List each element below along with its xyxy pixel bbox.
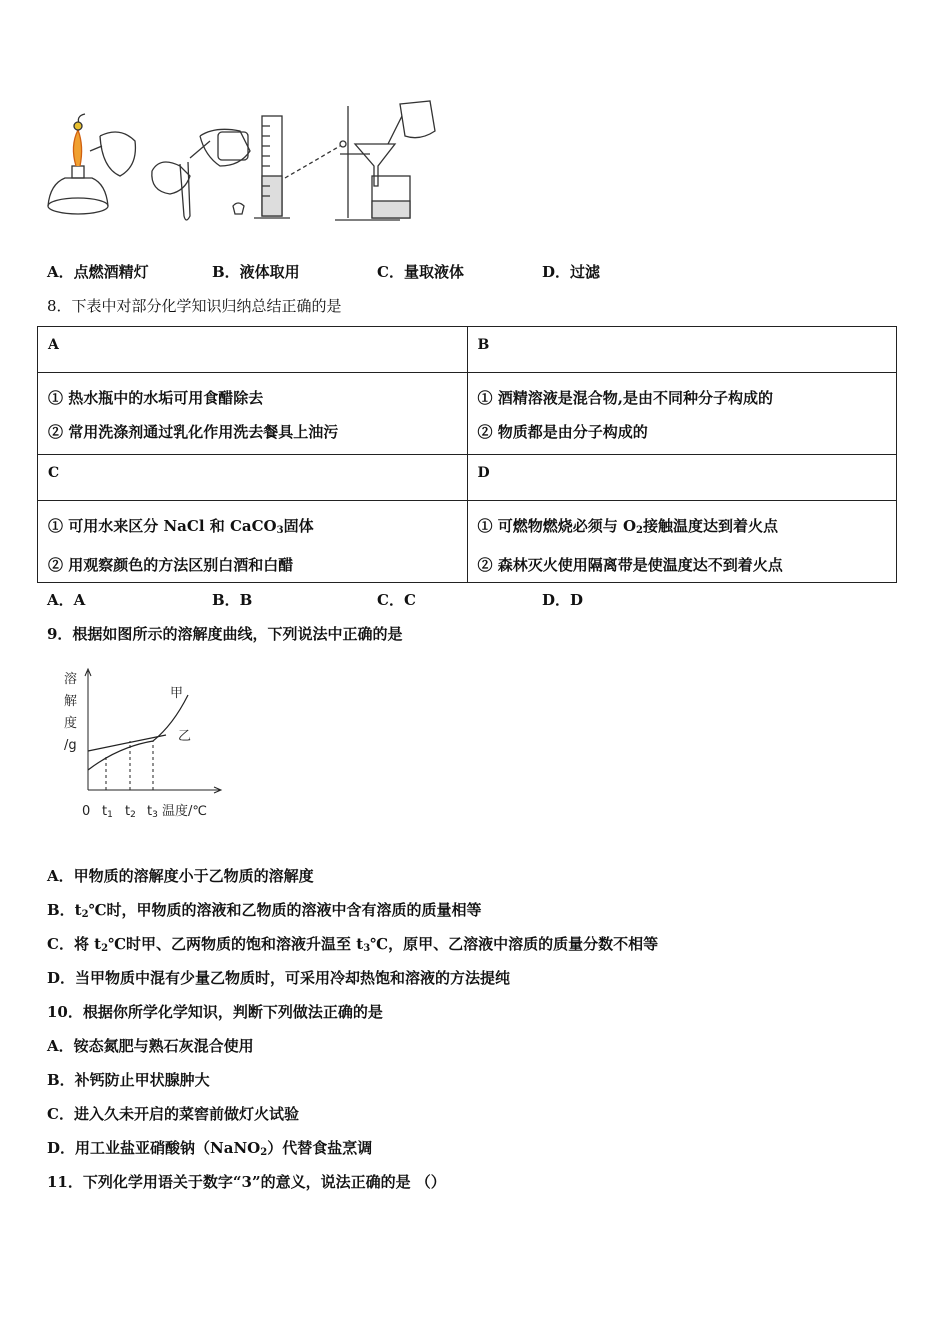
cell-b-line1: ① 酒精溶液是混合物,是由不同种分子构成的 [477, 389, 773, 407]
liquid-pouring-illustration [152, 129, 250, 220]
cell-d-line1: ① 可燃物燃烧必须与 $O_2$接触温度达到着火点 [477, 517, 778, 536]
cell-c-line2: ② 用观察颜色的方法区别白酒和白醋 [48, 556, 294, 574]
q7-option-b: B．液体取用 [212, 263, 300, 281]
alcohol-lamp-illustration [48, 114, 135, 214]
table-cell-c-body [38, 501, 468, 583]
table-cell-b-body [467, 373, 897, 455]
table-cell-a-body [38, 373, 468, 455]
q9-stem: 9．根据如图所示的溶解度曲线，下列说法中正确的是 [47, 625, 403, 643]
table-cell-b-header: B [467, 327, 897, 373]
cell-d-line2: ② 森林灭火使用隔离带是使温度达不到着火点 [477, 556, 783, 574]
table-cell-a-header: A [38, 327, 468, 373]
x-tick-t3: t3 [147, 804, 158, 820]
series-yi-label: 乙 [178, 729, 192, 744]
q9-option-c: C．将 $t_2℃$时甲、乙两物质的饱和溶液升温至 $t_3℃$，原甲、乙溶液中溶质的质量分数不相等 [47, 935, 659, 954]
q9-option-a: A．甲物质的溶解度小于乙物质的溶解度 [47, 867, 314, 885]
q7-option-d: D．过滤 [542, 263, 601, 281]
q8-option-b: B．B [212, 591, 253, 609]
x-tick-t1: t1 [102, 804, 113, 820]
lab-operations-figure [40, 96, 450, 231]
graduated-cylinder-illustration [254, 116, 346, 218]
ylabel-char-4: /g [64, 738, 77, 753]
series-jia-label: 甲 [170, 686, 184, 701]
ylabel-char-3: 度 [64, 716, 78, 731]
q7-option-a: A．点燃酒精灯 [47, 263, 149, 281]
cell-c-line1: ① 可用水来区分 NaCl 和 CaCO$_3$固体 [48, 517, 314, 536]
table-cell-c-header: C [38, 455, 468, 501]
x-axis-label: 温度/℃ [162, 804, 207, 819]
q9-option-b: B．$t_2℃$时，甲物质的溶液和乙物质的溶液中含有溶质的质量相等 [47, 901, 482, 920]
q10-option-a: A．铵态氮肥与熟石灰混合使用 [47, 1037, 254, 1055]
table-cell-d-header: D [467, 455, 897, 501]
ylabel-char-1: 溶 [64, 672, 78, 687]
q10-stem: 10．根据你所学化学知识，判断下列做法正确的是 [47, 1003, 383, 1021]
ylabel-char-2: 解 [64, 694, 78, 709]
q7-option-c: C．量取液体 [377, 263, 464, 281]
knowledge-table [37, 326, 897, 583]
curve-jia [88, 695, 188, 770]
filtration-illustration [335, 101, 435, 220]
q9-option-d: D．当甲物质中混有少量乙物质时，可采用冷却热饱和溶液的方法提纯 [47, 969, 511, 987]
x-origin-label: 0 [82, 804, 91, 819]
cell-a-line2: ② 常用洗涤剂通过乳化作用洗去餐具上油污 [48, 423, 339, 441]
q10-option-c: C．进入久未开启的菜窖前做灯火试验 [47, 1105, 299, 1123]
table-cell-d-body [467, 501, 897, 583]
solubility-curve-graph [58, 665, 228, 825]
x-tick-t2: t2 [125, 804, 136, 820]
q8-stem: 8．下表中对部分化学知识归纳总结正确的是 [47, 297, 342, 315]
q8-option-a: A．A [47, 591, 86, 609]
q10-option-b: B．补钙防止甲状腺肿大 [47, 1071, 210, 1089]
cell-b-line2: ② 物质都是由分子构成的 [477, 423, 648, 441]
q10-option-d: D．用工业盐亚硝酸钠（NaNO$_2$）代替食盐烹调 [47, 1139, 373, 1158]
cell-a-line1: ① 热水瓶中的水垢可用食醋除去 [48, 389, 264, 407]
q8-option-c: C．C [377, 591, 416, 609]
q8-option-d: D．D [542, 591, 584, 609]
q11-stem: 11．下列化学用语关于数字“3”的意义，说法正确的是 （） [47, 1173, 446, 1191]
